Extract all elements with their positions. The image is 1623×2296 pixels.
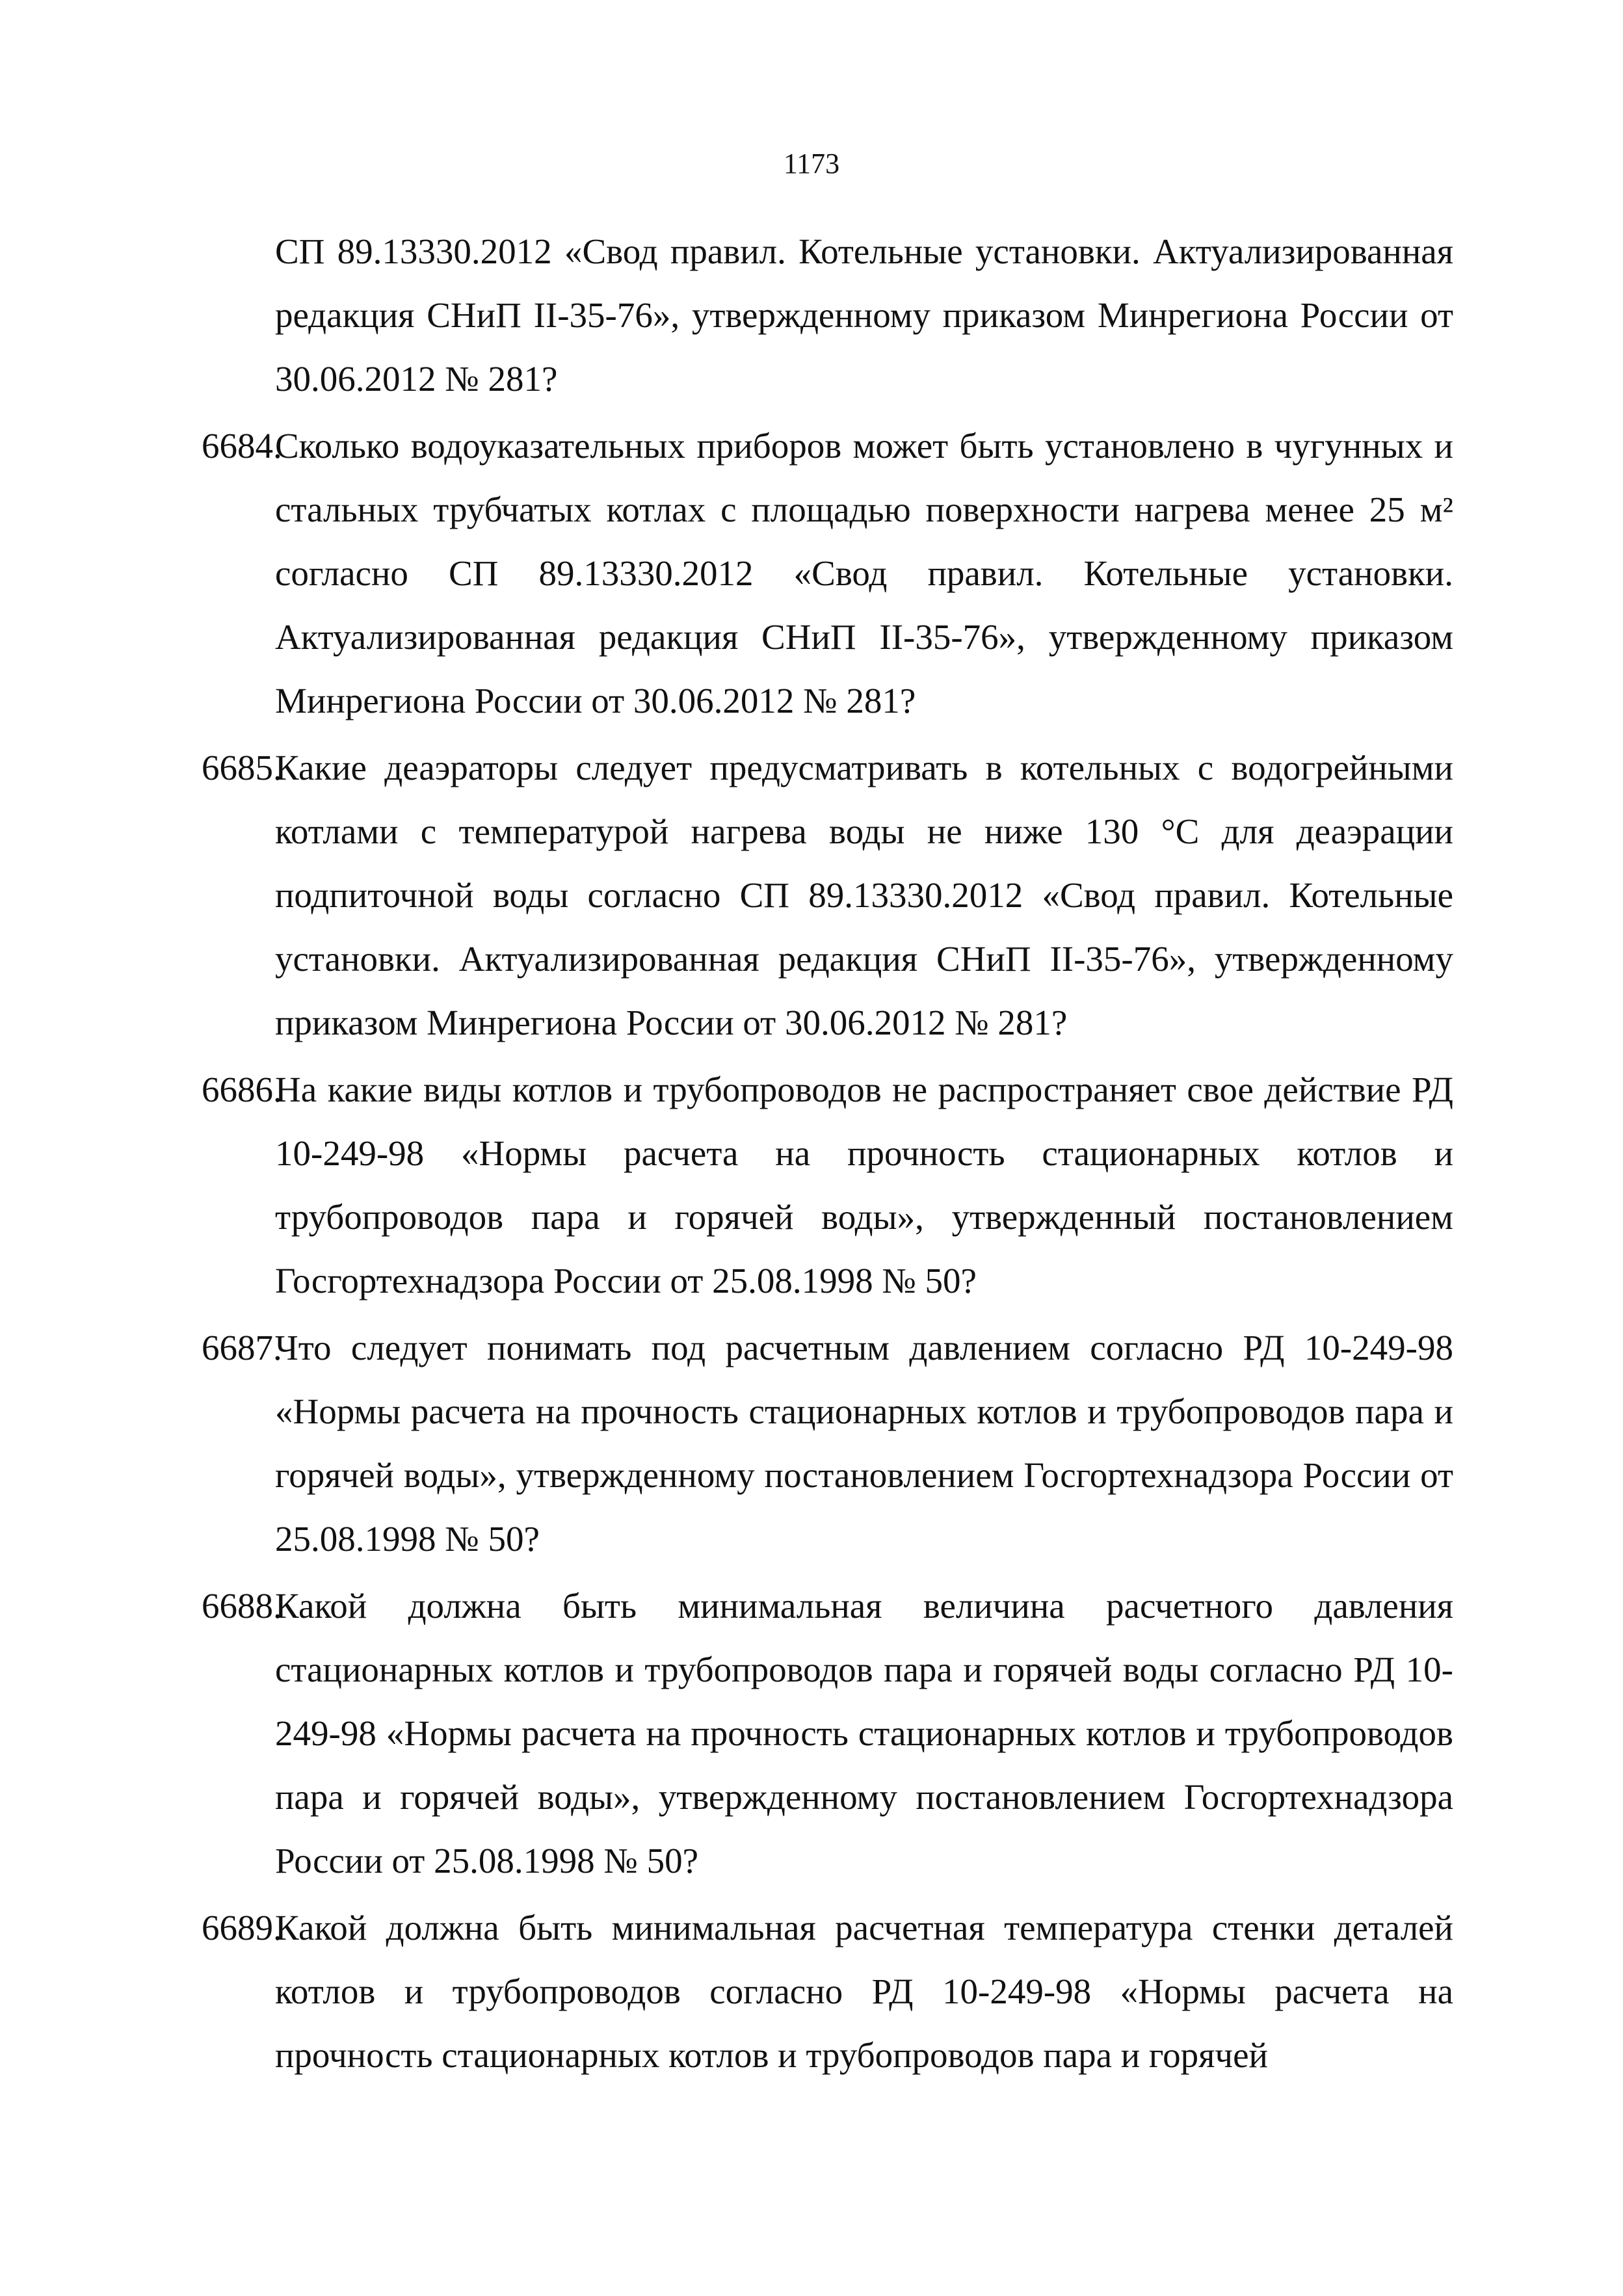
question-continuation bbox=[231, 220, 1453, 411]
question-text: Сколько водоуказательных приборов может быть установлено в чугунных и стальных трубчатых котлах с площадью поверхности нагрева менее 25 м² согласно СП 89.13330.2012 «Свод правил. Котельные установки. Актуализированная редакция СНиП II-35-76», утвержденному приказом Минрегиона России от 30.06.2012 № 281? bbox=[275, 426, 1453, 720]
question-text: Какой должна быть минимальная расчетная температура стенки деталей котлов и трубопроводов согласно РД 10-249-98 «Нормы расчета на прочность стационарных котлов и трубопроводов пара и горячей bbox=[275, 1908, 1453, 2075]
question-list bbox=[202, 220, 1453, 2091]
question-item bbox=[202, 736, 1453, 1055]
question-number: 6686. bbox=[202, 1070, 282, 1109]
question-item bbox=[202, 414, 1453, 733]
question-item bbox=[202, 1574, 1453, 1893]
question-number: 6688. bbox=[202, 1586, 282, 1626]
page-number: 1173 bbox=[783, 148, 840, 179]
question-text: Что следует понимать под расчетным давлением согласно РД 10-249-98 «Нормы расчета на прочность стационарных котлов и трубопроводов пара и горячей воды», утвержденному постановлением Госгортехнадзора России от 25.08.1998 № 50? bbox=[275, 1328, 1453, 1559]
question-number: 6684. bbox=[202, 426, 282, 466]
question-item bbox=[202, 1058, 1453, 1313]
question-number: 6687. bbox=[202, 1328, 282, 1367]
question-text: На какие виды котлов и трубопроводов не распространяет свое действие РД 10-249-98 «Нормы расчета на прочность стационарных котлов и трубопроводов пара и горячей воды», утвержденный постановлением Госгортехнадзора России от 25.08.1998 № 50? bbox=[275, 1070, 1453, 1300]
question-item bbox=[202, 1896, 1453, 2087]
question-text: СП 89.13330.2012 «Свод правил. Котельные установки. Актуализированная редакция СНиП II-35-76», утвержденному приказом Минрегиона России от 30.06.2012 № 281? bbox=[275, 231, 1453, 399]
question-number: 6685. bbox=[202, 748, 282, 787]
question-number: 6689. bbox=[202, 1908, 282, 1947]
question-item bbox=[202, 1316, 1453, 1571]
question-text: Какие деаэраторы следует предусматривать в котельных с водогрейными котлами с температурой нагрева воды не ниже 130 °С для деаэрации подпиточной воды согласно СП 89.13330.2012 «Свод правил. Котельные установки. Актуализированная редакция СНиП II-35-76», утвержденному приказом Минрегиона России от 30.06.2012 № 281? bbox=[275, 748, 1453, 1042]
question-text: Какой должна быть минимальная величина расчетного давления стационарных котлов и трубопроводов пара и горячей воды согласно РД 10-249-98 «Нормы расчета на прочность стационарных котлов и трубопроводов пара и горячей воды», утвержденному постановлением Госгортехнадзора России от 25.08.1998 № 50? bbox=[275, 1586, 1453, 1880]
